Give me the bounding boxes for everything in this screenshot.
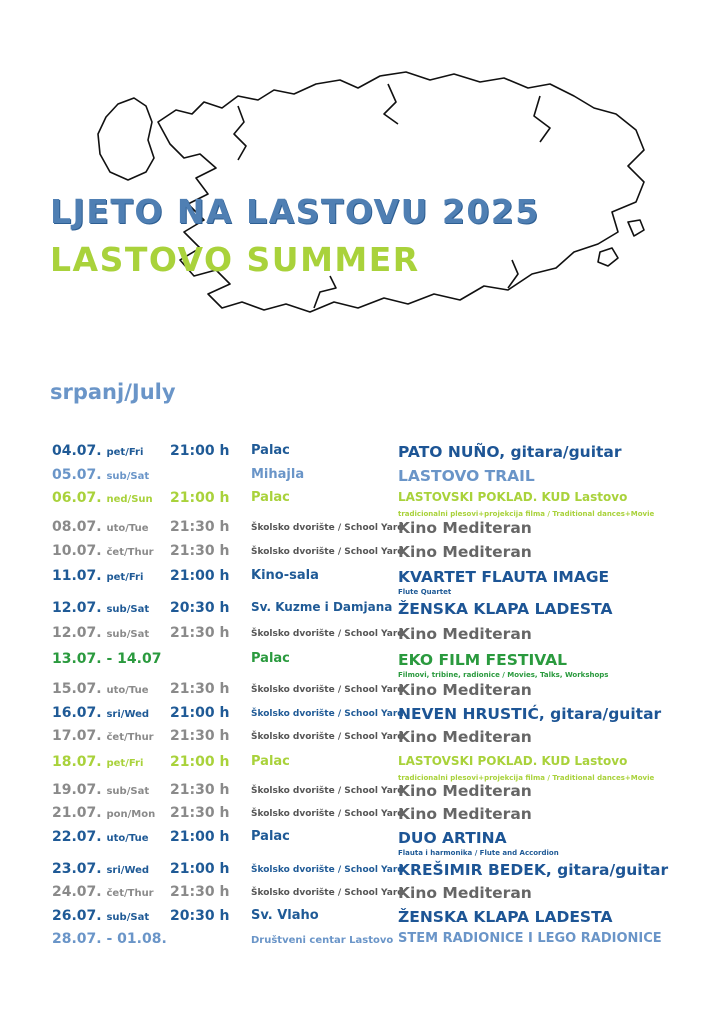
event-row: [0, 490, 724, 518]
event-date: 26.07. sub/Sat: [52, 908, 150, 924]
event-time: 21:30 h: [170, 681, 230, 697]
event-venue: Školsko dvorište / School Yard: [251, 888, 404, 898]
event-title: LASTOVSKI POKLAD. KUD Lastovo: [398, 490, 628, 504]
event-venue: Palac: [251, 754, 290, 769]
event-date: 21.07. pon/Mon: [52, 805, 156, 821]
event-date: 12.07. sub/Sat: [52, 625, 150, 641]
event-venue: Palac: [251, 651, 290, 666]
event-venue: Palac: [251, 443, 290, 458]
event-time: 21:00 h: [170, 443, 230, 459]
event-venue: Palac: [251, 829, 290, 844]
event-time: 21:00 h: [170, 490, 230, 506]
event-date: 24.07. čet/Thur: [52, 884, 154, 900]
event-row: [0, 931, 724, 955]
event-title: STEM RADIONICE I LEGO RADIONICE: [398, 931, 662, 946]
event-date: 18.07. pet/Fri: [52, 754, 144, 770]
event-row: [0, 884, 724, 908]
event-subtitle: tradicionalni plesovi+projekcija filma / Traditional dances+Movie: [398, 774, 655, 782]
event-subtitle: tradicionalni plesovi+projekcija filma / Traditional dances+Movie: [398, 510, 655, 518]
event-title: Kino Mediteran: [398, 884, 532, 902]
event-time: 20:30 h: [170, 600, 230, 616]
event-row: [0, 705, 724, 729]
event-venue: Palac: [251, 490, 290, 505]
event-date: 11.07. pet/Fri: [52, 568, 144, 584]
event-date: 12.07. sub/Sat: [52, 600, 150, 616]
event-title: Kino Mediteran: [398, 681, 532, 699]
event-venue: Školsko dvorište / School Yard: [251, 786, 404, 796]
event-title: DUO ARTINA: [398, 829, 507, 847]
event-date: 04.07. pet/Fri: [52, 443, 144, 459]
event-title: Kino Mediteran: [398, 519, 532, 537]
event-title: ŽENSKA KLAPA LADESTA: [398, 600, 613, 618]
event-time: 21:00 h: [170, 568, 230, 584]
event-date: 23.07. sri/Wed: [52, 861, 150, 877]
event-venue: Školsko dvorište / School Yard: [251, 629, 404, 639]
event-time: 21:00 h: [170, 861, 230, 877]
event-row: [0, 625, 724, 649]
event-row: [0, 805, 724, 829]
event-date: 22.07. uto/Tue: [52, 829, 149, 845]
event-title: ŽENSKA KLAPA LADESTA: [398, 908, 613, 926]
event-row: [0, 443, 724, 467]
title-croatian: LJETO NA LASTOVU 2025: [50, 192, 540, 231]
event-venue: Školsko dvorište / School Yard: [251, 809, 404, 819]
event-date: 17.07. čet/Thur: [52, 728, 154, 744]
event-row: [0, 651, 724, 679]
event-venue: Školsko dvorište / School Yard: [251, 732, 404, 742]
event-title: Kino Mediteran: [398, 782, 532, 800]
event-title: Kino Mediteran: [398, 805, 532, 823]
event-row: [0, 861, 724, 885]
month-heading: srpanj/July: [50, 380, 176, 404]
event-venue: Mihajla: [251, 467, 305, 482]
event-title: LASTOVSKI POKLAD. KUD Lastovo: [398, 754, 628, 768]
event-venue: Društveni centar Lastovo: [251, 935, 394, 946]
event-time: 21:30 h: [170, 543, 230, 559]
event-subtitle: Flute Quartet: [398, 588, 452, 596]
event-title: PATO NUÑO, gitara/guitar: [398, 443, 622, 461]
event-title: KREŠIMIR BEDEK, gitara/guitar: [398, 861, 669, 879]
event-time: 21:00 h: [170, 754, 230, 770]
event-time: 21:30 h: [170, 519, 230, 535]
event-time: 21:30 h: [170, 625, 230, 641]
event-title: LASTOVO TRAIL: [398, 467, 535, 485]
event-date: 05.07. sub/Sat: [52, 467, 150, 483]
event-date: 19.07. sub/Sat: [52, 782, 150, 798]
event-title: Kino Mediteran: [398, 728, 532, 746]
event-title: EKO FILM FESTIVAL: [398, 651, 568, 669]
event-row: [0, 754, 724, 782]
event-date: 28.07. - 01.08.: [52, 931, 167, 947]
event-date: 15.07. uto/Tue: [52, 681, 149, 697]
event-row: [0, 681, 724, 705]
event-row: [0, 519, 724, 543]
event-venue: Školsko dvorište / School Yard: [251, 865, 404, 875]
event-title: Kino Mediteran: [398, 625, 532, 643]
event-row: [0, 568, 724, 596]
event-date: 06.07. ned/Sun: [52, 490, 153, 506]
event-date: 13.07. - 14.07: [52, 651, 162, 667]
event-row: [0, 829, 724, 857]
event-time: 21:00 h: [170, 829, 230, 845]
event-row: [0, 782, 724, 806]
event-time: 21:30 h: [170, 805, 230, 821]
event-title: Kino Mediteran: [398, 543, 532, 561]
event-subtitle: Filmovi, tribine, radionice / Movies, Talks, Workshops: [398, 671, 609, 679]
event-venue: Školsko dvorište / School Yard: [251, 547, 404, 557]
event-venue: Školsko dvorište / School Yard: [251, 709, 404, 719]
event-time: 21:30 h: [170, 884, 230, 900]
event-time: 20:30 h: [170, 908, 230, 924]
event-title: KVARTET FLAUTA IMAGE: [398, 568, 610, 586]
event-date: 08.07. uto/Tue: [52, 519, 149, 535]
event-venue: Školsko dvorište / School Yard: [251, 685, 404, 695]
event-venue: Školsko dvorište / School Yard: [251, 523, 404, 533]
event-venue: Sv. Vlaho: [251, 908, 319, 923]
title-english: LASTOVO SUMMER: [50, 240, 420, 279]
event-venue: Kino-sala: [251, 568, 319, 583]
event-time: 21:30 h: [170, 728, 230, 744]
event-row: [0, 467, 724, 491]
event-date: 10.07. čet/Thur: [52, 543, 154, 559]
event-date: 16.07. sri/Wed: [52, 705, 150, 721]
event-subtitle: Flauta i harmonika / Flute and Accordion: [398, 849, 559, 857]
event-row: [0, 600, 724, 624]
event-row: [0, 728, 724, 752]
event-venue: Sv. Kuzme i Damjana: [251, 600, 393, 614]
event-time: 21:00 h: [170, 705, 230, 721]
event-title: NEVEN HRUSTIĆ, gitara/guitar: [398, 705, 662, 723]
event-time: 21:30 h: [170, 782, 230, 798]
event-row: [0, 543, 724, 567]
event-row: [0, 908, 724, 932]
